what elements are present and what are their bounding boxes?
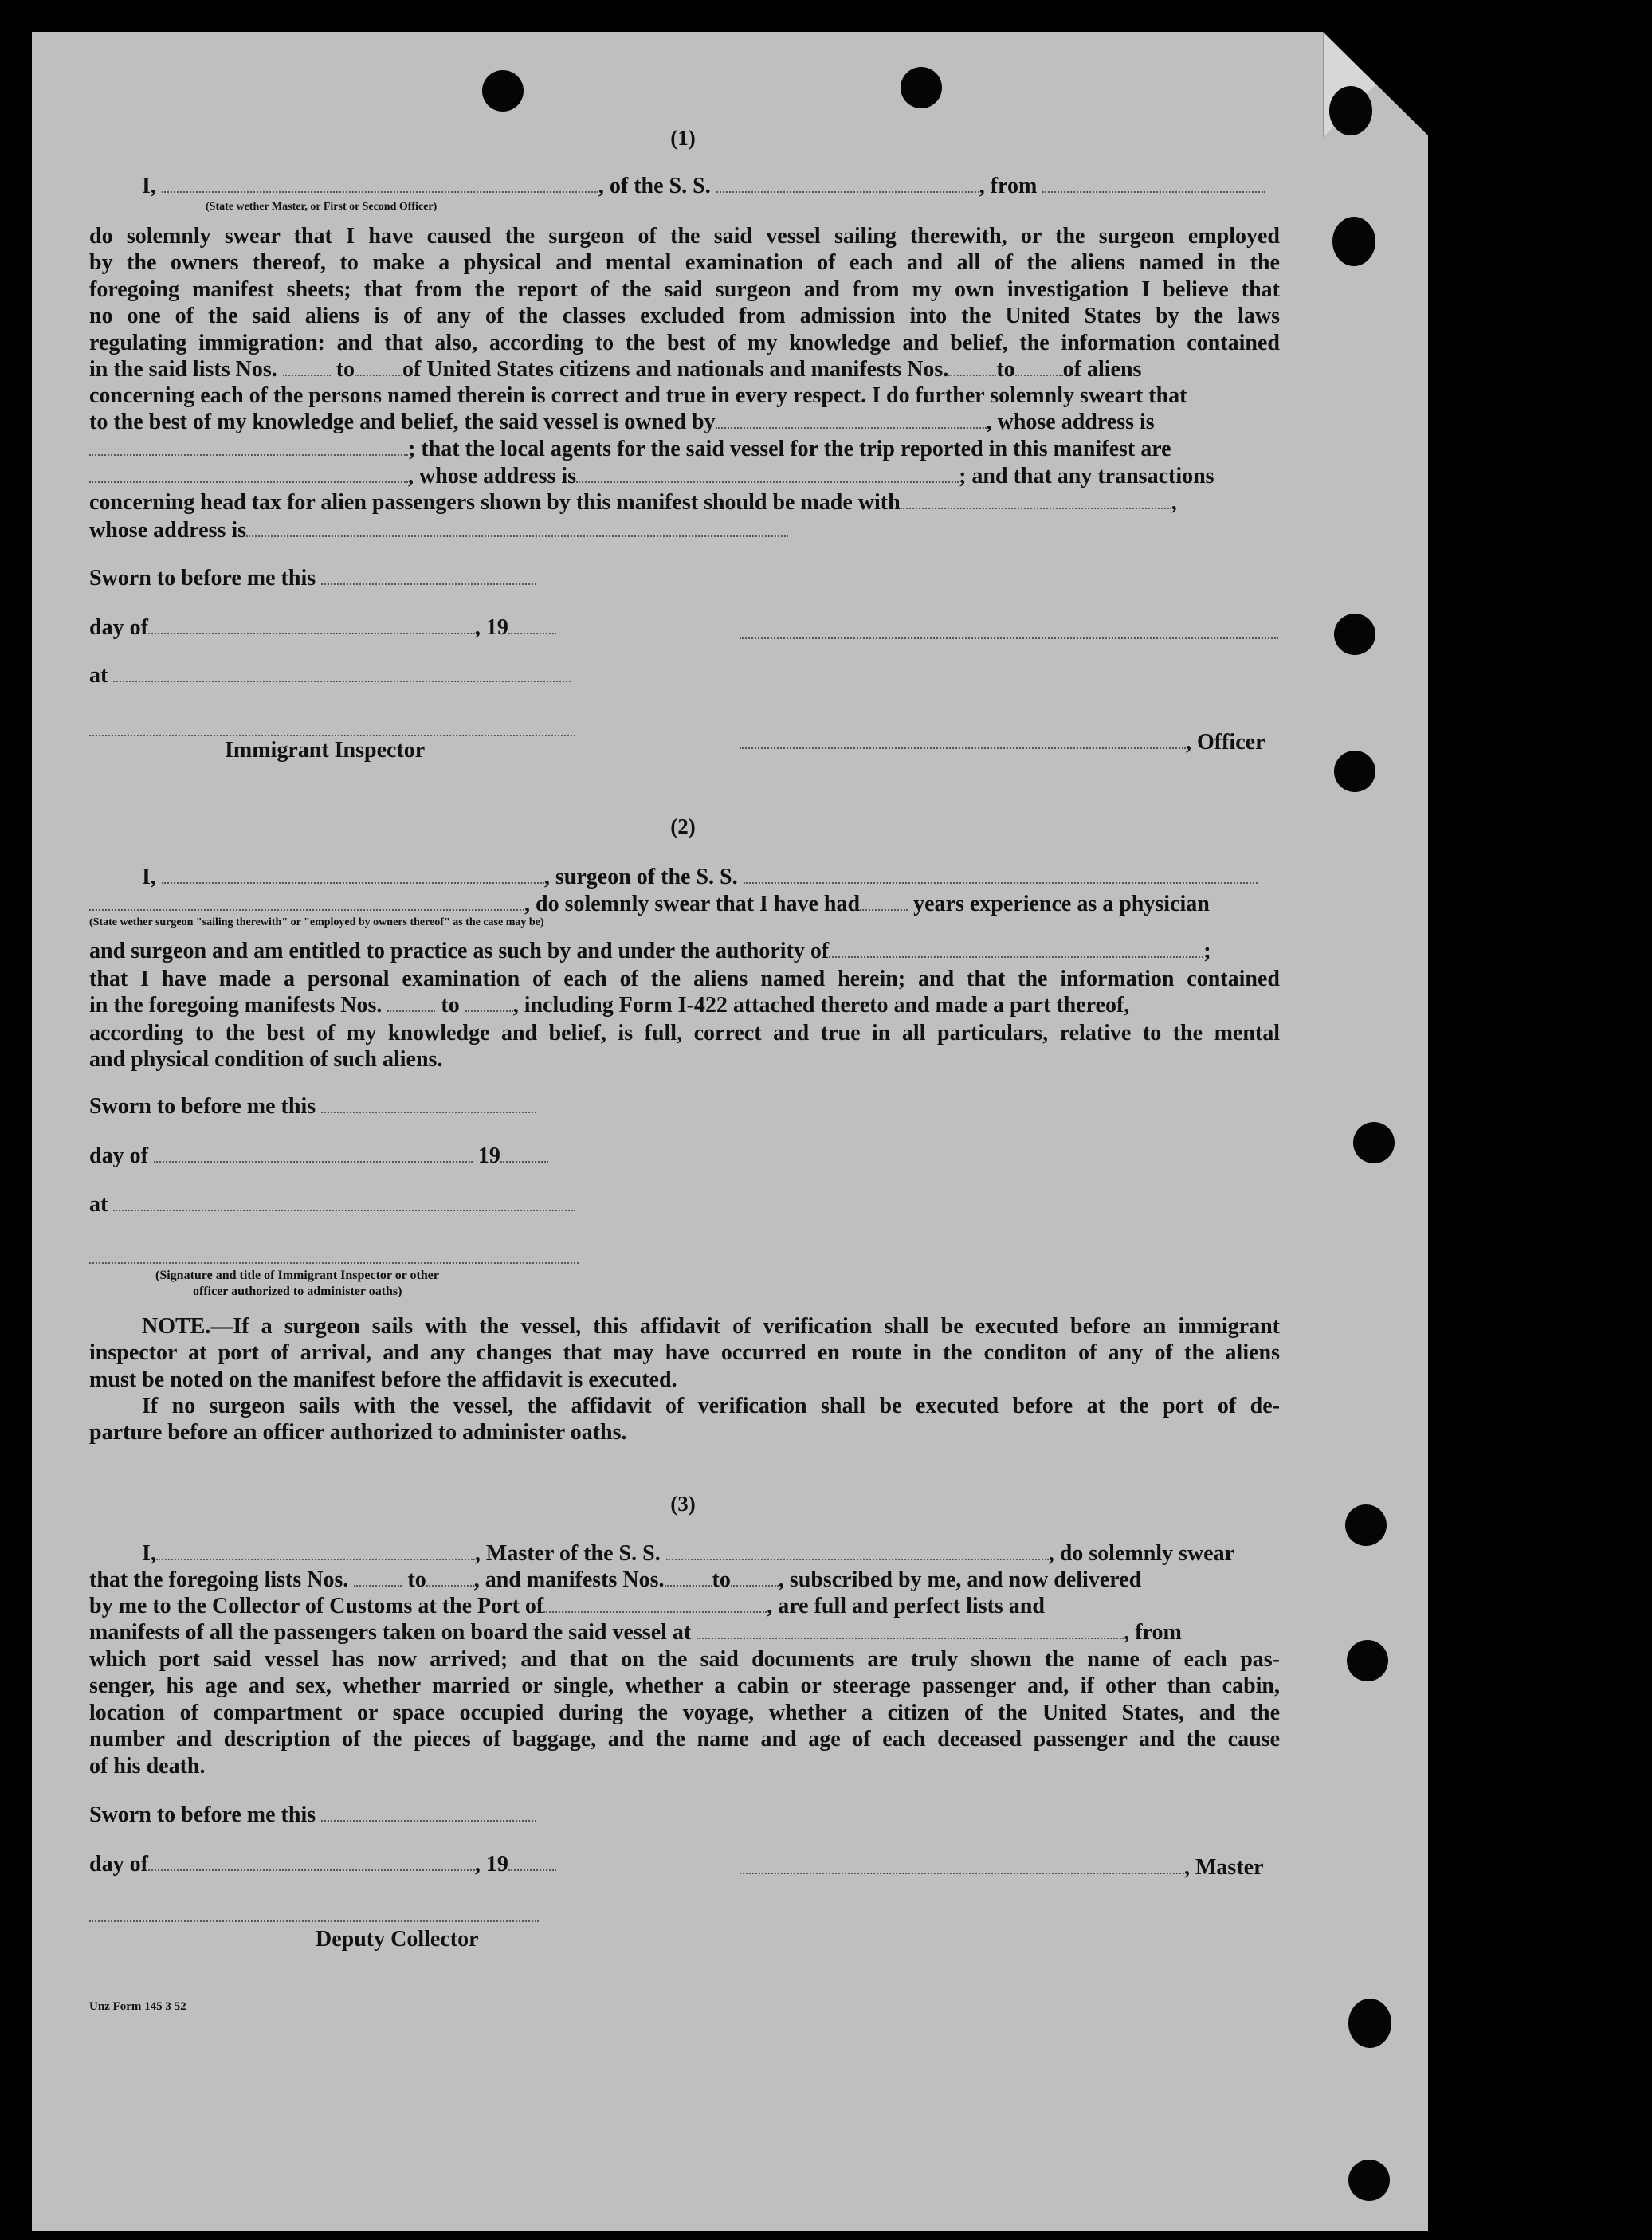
body-line: of his death. (89, 1753, 206, 1779)
section-1-agents-address-line (89, 464, 1214, 489)
text: , including Form I-422 attached thereto and made a part thereof, (512, 993, 1130, 1018)
officer-hint: (State wether Master, or First or Second Officer) (206, 201, 438, 213)
text: Sworn to before me this (89, 566, 316, 590)
section-3-day-of (89, 1852, 556, 1877)
day-blank (148, 1855, 475, 1871)
text: day of (89, 1144, 148, 1168)
nos-blank (948, 360, 996, 376)
text: by me to the Collector of Customs at the Port of (89, 1594, 544, 1618)
place-blank (113, 666, 571, 682)
text: , Master (1184, 1855, 1264, 1880)
body-line: do solemnly swear that I have caused the surgeon of the said vessel sailing therewith, or the surgeon employed (89, 224, 1280, 249)
nos-blank (465, 996, 513, 1012)
section-2-line-2 (89, 892, 1210, 917)
name-blank (162, 868, 544, 884)
section-1-day-of (89, 615, 556, 641)
section-3-sworn (89, 1803, 536, 1828)
section-3-line-1 (142, 1541, 1234, 1567)
note-line: If no surgeon sails with the vessel, the affidavit of verification shall be executed before at the port of de- (142, 1394, 1280, 1418)
text: to (712, 1567, 731, 1592)
text: , from (1124, 1620, 1182, 1645)
text: that the foregoing lists Nos. (89, 1567, 349, 1592)
text: , do solemnly swear (1048, 1541, 1235, 1566)
section-1-headtax-line (89, 490, 1177, 516)
body-line: location of compartment or space occupied during the voyage, whether a citizen of the United States, and the (89, 1700, 1280, 1725)
section-1-body (89, 223, 1280, 356)
section-1-owned-line (89, 410, 1155, 435)
nos-blank (283, 360, 331, 376)
punch-hole (1353, 1122, 1395, 1163)
text: of aliens (1062, 357, 1142, 382)
name-blank (156, 1544, 475, 1560)
text: ; and that any transactions (959, 464, 1214, 488)
port-blank (543, 1597, 767, 1613)
text: whose address is (89, 518, 247, 543)
section-2-body-2 (89, 1020, 1280, 1073)
port-blank (697, 1623, 1124, 1639)
body-line: which port said vessel has now arrived; and that on the said documents are truly shown the name of each pas- (89, 1647, 1280, 1672)
day-blank (148, 618, 475, 634)
vessel-blank (666, 1544, 1049, 1560)
body-line: by the owners thereof, to make a physical and mental examination of each and all of the aliens named in the (89, 250, 1280, 276)
text: Sworn to before me this (89, 1094, 316, 1119)
owner-blank (716, 413, 987, 429)
punch-hole (1345, 1504, 1387, 1546)
section-3-line-4 (89, 1620, 1182, 1646)
section-3-number: (3) (670, 1492, 696, 1516)
section-2-at (89, 1192, 575, 1218)
text: , (1171, 490, 1177, 515)
surgeon-hint: (State wether surgeon "sailing therewith" or "employed by owners thereof" as the case may be) (89, 916, 544, 928)
text: Sworn to before me this (89, 1803, 316, 1827)
text: , and manifests Nos. (473, 1567, 665, 1592)
text: , of the S. S. (598, 174, 711, 198)
form-number: Unz Form 145 3 52 (89, 2000, 186, 2013)
inspector-signature-line (89, 733, 575, 736)
body-line: senger, his age and sex, whether married or single, whether a cabin or steerage passenger and, if other than cabin, (89, 1673, 1280, 1699)
year-blank (500, 1147, 548, 1163)
section-3-line-2 (89, 1567, 1141, 1593)
text: I, (142, 174, 156, 198)
status-blank (89, 895, 524, 911)
text: 19 (477, 1144, 500, 1168)
punch-hole (901, 67, 942, 108)
deputy-collector-label: Deputy Collector (316, 1927, 479, 1952)
text: , Master of the S. S. (474, 1541, 661, 1566)
text: manifests of all the passengers taken on board the said vessel at (89, 1620, 692, 1645)
section-2-day-of (89, 1144, 548, 1169)
officer-signature-line (740, 636, 1278, 639)
deputy-signature-line (89, 1919, 539, 1922)
text: at (89, 1192, 108, 1217)
note-line: must be noted on the manifest before the affidavit is executed. (89, 1367, 677, 1392)
section-1-whose-address-line (89, 518, 788, 543)
punch-hole (1348, 1999, 1391, 2048)
text: in the foregoing manifests Nos. (89, 993, 383, 1018)
text: I, (142, 1541, 156, 1566)
nos-blank (387, 996, 435, 1012)
agents-blank (89, 467, 408, 483)
text: to (336, 357, 355, 382)
section-1-officer (740, 730, 1265, 755)
note-paragraph (89, 1313, 1280, 1393)
name-blank (162, 177, 598, 193)
text: , 19 (474, 1852, 508, 1877)
text: years experience as a physician (913, 892, 1210, 916)
note-line: NOTE.—If a surgeon sails with the vessel, this affidavit of verification shall be executed before an immigrant (142, 1314, 1280, 1339)
section-1-number: (1) (670, 126, 696, 150)
date-blank (321, 1806, 536, 1822)
text: to (996, 357, 1015, 382)
immigrant-inspector-label: Immigrant Inspector (225, 738, 426, 763)
punch-hole (482, 70, 524, 112)
place-blank (113, 1195, 575, 1211)
nos-blank (354, 1571, 402, 1587)
nos-blank (426, 1571, 474, 1587)
text: to the best of my knowledge and belief, the said vessel is owned by (89, 410, 716, 434)
master-blank (740, 1858, 1184, 1874)
text: , 19 (474, 615, 508, 640)
note-line: inspector at port of arrival, and any changes that may have occurred en route in the conditon of any of the aliens (89, 1340, 1280, 1366)
body-line: that I have made a personal examination of each of the aliens named herein; and that the information contained (89, 967, 1280, 991)
section-1-concerning: concerning each of the persons named therein is correct and true in every respect. I do further solemnly sweart that (89, 383, 1187, 408)
nos-blank (355, 360, 402, 376)
text: day of (89, 615, 148, 640)
nos-blank (1015, 360, 1063, 376)
section-3-line-3 (89, 1594, 1045, 1619)
text: I, (142, 865, 156, 889)
punch-hole (1347, 1640, 1388, 1681)
text: , Officer (1186, 730, 1265, 755)
year-blank (508, 618, 556, 634)
body-line: number and description of the pieces of baggage, and the name and age of each deceased passenger and the cause (89, 1727, 1280, 1752)
text: at (89, 663, 108, 688)
text: , do solemnly swear that I have had (524, 892, 861, 916)
section-2-number: (2) (670, 814, 696, 838)
note-line: parture before an officer authorized to administer oaths. (89, 1420, 627, 1446)
text: in the said lists Nos. (89, 357, 277, 382)
year-blank (508, 1855, 556, 1871)
no-surgeon-paragraph (89, 1393, 1280, 1446)
oath-signature-line (89, 1261, 579, 1264)
punch-hole (1348, 2160, 1390, 2201)
text: , are full and perfect lists and (767, 1594, 1045, 1618)
signature-hint: officer authorized to administer oaths) (193, 1285, 402, 1298)
address-blank (89, 440, 408, 456)
date-blank (321, 569, 536, 585)
authority-blank (829, 942, 1203, 958)
text: , whose address is (408, 464, 577, 488)
section-2-entitled (89, 939, 1211, 964)
body-line: according to the best of my knowledge and belief, is full, correct and true in all particulars, relative to the mental (89, 1021, 1280, 1045)
date-blank (321, 1097, 536, 1113)
punch-hole (1334, 751, 1375, 792)
day-blank (154, 1147, 473, 1163)
signature-hint: (Signature and title of Immigrant Inspector or other (155, 1269, 439, 1282)
address-blank (576, 467, 959, 483)
section-1-agents-line (89, 437, 1171, 462)
vessel-blank (716, 177, 979, 193)
vessel-blank (744, 868, 1258, 884)
text: ; that the local agents for the said vessel for the trip reported in this manifest are (408, 437, 1171, 461)
text: and surgeon and am entitled to practice as such by and under the authority of (89, 939, 830, 963)
section-1-line-1 (142, 174, 1265, 199)
body-line: and physical condition of such aliens. (89, 1047, 443, 1073)
punch-hole (1329, 86, 1372, 135)
body-line: no one of the said aliens is of any of the classes excluded from admission into the United States by the laws (89, 304, 1280, 329)
body-line: foregoing manifest sheets; that from the report of the said surgeon and from my own investigation I believe that (89, 277, 1280, 302)
text: , from (979, 174, 1038, 198)
punch-hole (1334, 614, 1375, 655)
from-blank (1042, 177, 1265, 193)
section-2-body (89, 966, 1280, 992)
section-2-sworn (89, 1094, 536, 1120)
years-blank (860, 895, 908, 911)
body-line: regulating immigration: and that also, according to the best of my knowledge and belief, the information contained (89, 330, 1280, 355)
text: to (441, 993, 460, 1018)
text: to (407, 1567, 426, 1592)
section-1-nos-line (89, 357, 1141, 382)
address-blank (246, 521, 788, 537)
section-3-body (89, 1646, 1280, 1779)
nos-blank (665, 1571, 712, 1587)
text: , surgeon of the S. S. (543, 865, 738, 889)
section-2-foregoing (89, 993, 1129, 1018)
text: , whose address is (986, 410, 1155, 434)
text: , subscribed by me, and now delivered (778, 1567, 1142, 1592)
section-1-at (89, 663, 571, 688)
section-2-line-1 (142, 865, 1258, 890)
officer-blank (740, 733, 1186, 749)
text: of United States citizens and nationals and manifests Nos. (402, 357, 949, 382)
punch-hole (1332, 217, 1375, 266)
text: day of (89, 1852, 148, 1877)
text: concerning head tax for alien passengers shown by this manifest should be made with (89, 490, 901, 515)
headtax-blank (901, 493, 1171, 509)
section-1-sworn (89, 566, 536, 591)
nos-blank (731, 1571, 779, 1587)
text: ; (1203, 939, 1211, 963)
section-3-master (740, 1855, 1264, 1881)
